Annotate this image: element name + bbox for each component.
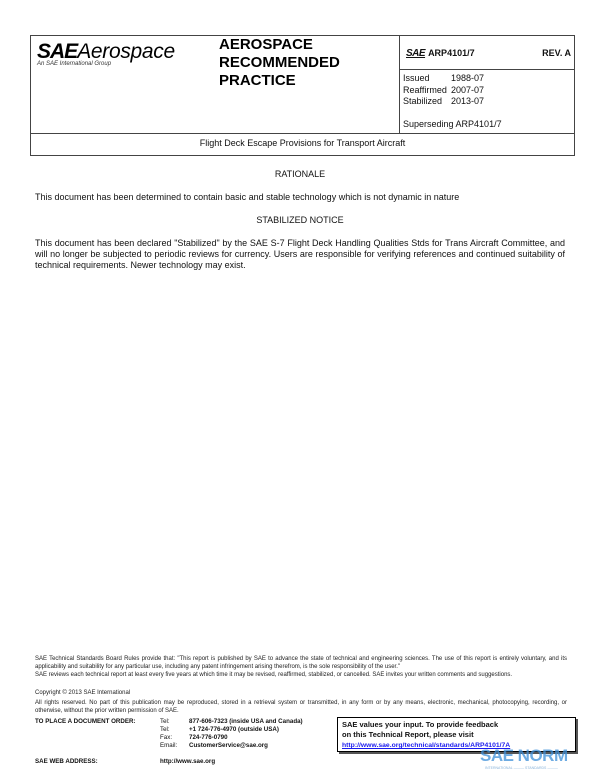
logo-tagline: An SAE International Group (37, 61, 112, 67)
doc-id-row (406, 48, 571, 59)
phone-international: +1 724-776-4970 (outside USA) (189, 726, 279, 733)
copyright: Copyright © 2013 SAE International (35, 690, 131, 696)
doc-number: ARP4101/7 (428, 48, 475, 58)
email-link[interactable]: CustomerService@sae.org (189, 742, 268, 749)
doc-type-line-2: RECOMMENDED (219, 54, 340, 71)
date-reaffirmed: Reaffirmed 2007-07 (403, 84, 485, 95)
rights-text: All rights reserved. No part of this publication may be reproduced, stored in a retrieval system or transmitted, in any form or by any means, electronic, mechanical, photocopying, recording, or otherwise, without the prior written permission of SAE. (35, 700, 567, 714)
watermark-subtitle: INTERNATIONAL ——— STANDARDS ——— (485, 766, 558, 770)
web-address-link[interactable]: http://www.sae.org (160, 758, 216, 765)
sae-norm-watermark: SAE NORM (480, 746, 568, 765)
stabilized-text: This document has been declared "Stabilized" by the SAE S-7 Flight Deck Handling Qualities Stds for Trans Aircraft Committee, and will no longer be subjected to periodic reviews for currency. Users are responsible for verifying references and continued suitability of technical requirements. Newer technology may exist. (35, 238, 565, 270)
feedback-line-1: SAE values your input. To provide feedback (342, 720, 499, 729)
fax-number: 724-776-0790 (189, 734, 228, 741)
superseding-note: Superseding ARP4101/7 (403, 119, 502, 129)
rationale-heading: RATIONALE (274, 169, 326, 179)
rules-text: SAE Technical Standards Board Rules provide that: "This report is published by SAE to advance the state of technical and engineering sciences. The use of this report is entirely voluntary, and its applicability and suitability for any particular use, including any patent infringement arising therefrom, is the sole responsibility of the user." (35, 656, 567, 670)
review-text: SAE reviews each technical report at least every five years at which time it may be revised, reaffirmed, stabilized, or cancelled. SAE invites your written comments and suggestions. (35, 672, 513, 678)
document-type (219, 36, 340, 90)
document-header (30, 35, 575, 156)
title-divider (31, 133, 574, 134)
date-list (403, 73, 484, 108)
contact-label: Tel: (160, 718, 170, 725)
header-vertical-divider (399, 36, 400, 134)
contact-label: Email: (160, 742, 178, 749)
document-title: Flight Deck Escape Provisions for Transport Aircraft (199, 138, 406, 148)
date-stabilized: Stabilized 2013-07 (403, 96, 485, 106)
doc-type-line-3: PRACTICE (219, 72, 296, 89)
rationale-text: This document has been determined to contain basic and stable technology which is not dynamic in nature (35, 192, 460, 202)
feedback-line-2: on this Technical Report, please visit (342, 730, 474, 739)
order-label: TO PLACE A DOCUMENT ORDER: (35, 718, 136, 725)
revision-label: REV. A (542, 48, 571, 58)
sae-mark-icon: SAE (406, 48, 426, 59)
date-issued: Issued 1988-07 (403, 73, 485, 83)
logo-brand: SAE (37, 40, 78, 63)
web-label: SAE WEB ADDRESS: (35, 758, 98, 765)
doc-type-line-1: AEROSPACE (219, 36, 313, 53)
doc-id-divider (399, 69, 574, 70)
logo-name: Aerospace (77, 40, 175, 63)
feedback-link[interactable]: http://www.sae.org/technical/standards/ARP4101/7A (342, 742, 511, 749)
contact-label: Tel: (160, 726, 170, 733)
phone-domestic: 877-606-7323 (inside USA and Canada) (189, 718, 303, 725)
stabilized-heading: STABILIZED NOTICE (256, 215, 344, 225)
contact-label: Fax: (160, 734, 173, 741)
